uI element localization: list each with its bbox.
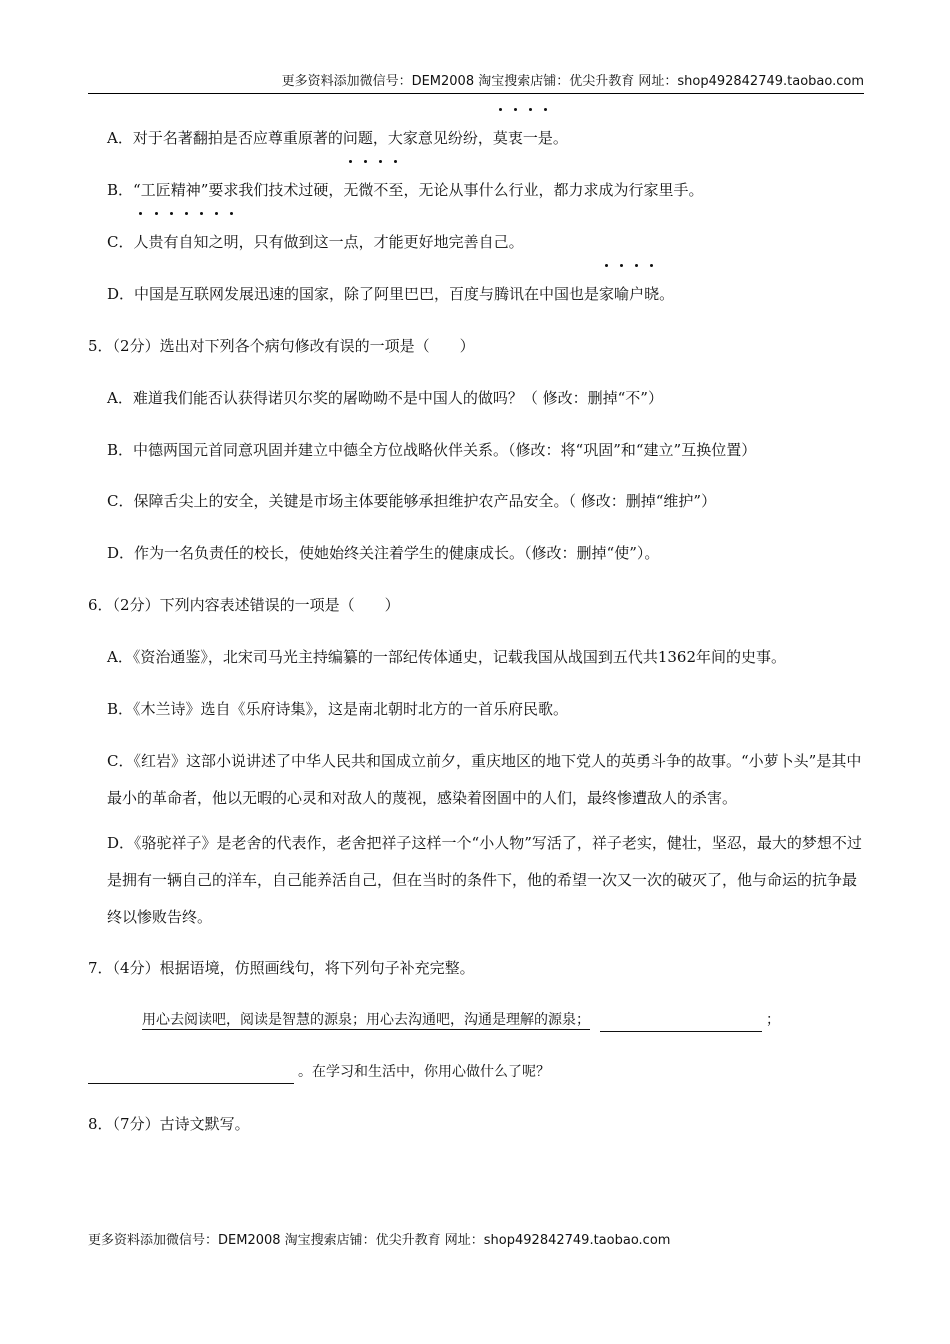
- q7-underlined-sentence: 用心去阅读吧，阅读是智慧的源泉；用心去沟通吧，沟通是理解的源泉；: [142, 1012, 590, 1028]
- emphasis-char: 无: [343, 164, 358, 216]
- q4-option-c: [88, 216, 864, 268]
- answer-blank-2[interactable]: [88, 1063, 294, 1084]
- emphasis-char: 至: [388, 164, 403, 216]
- q4-a-text: A．对于名著翻拍是否应尊重原著的问题，大家意见纷纷，: [107, 129, 493, 147]
- q4-b-end: ，无论从事什么行业，都力求成为行家里手。: [403, 181, 704, 199]
- q7-example: [88, 994, 864, 1046]
- q4-c-end: ，只有做到这一点，才能更好地完善自己。: [238, 233, 524, 251]
- emphasis-char: 衷: [508, 112, 523, 164]
- emphasis-char: 知: [194, 216, 209, 268]
- q7-semicolon: ；: [766, 1012, 780, 1028]
- emphasis-char: 家: [599, 268, 614, 320]
- emphasis-char: 户: [629, 268, 644, 320]
- q6-option-c: C．《红岩》这部小说讲述了中华人民共和国成立前夕，重庆地区的地下党人的英勇斗争的故事。“小萝卜头”是其中最小的革命者，他以无暇的心灵和对敌人的蔑视，感染着囹圄中的人们，最终惨遭敌人的杀害。: [107, 752, 862, 807]
- emphasis-char: 是: [538, 112, 553, 164]
- q4-d-text: D．中国是互联网发展迅速的国家，除了阿里巴巴，百度与腾讯在中国也是: [107, 285, 600, 303]
- q4-option-a: [88, 112, 864, 164]
- q4-d-end: 。: [659, 285, 675, 303]
- q5-option-a: A．难道我们能否认获得诺贝尔奖的屠呦呦不是中国人的做吗？（ 修改：删掉“不”）: [107, 389, 663, 407]
- emphasis-char: 自: [179, 216, 194, 268]
- emphasis-char: 之: [209, 216, 224, 268]
- emphasis-char: 贵: [149, 216, 164, 268]
- q6-option-a: A．《资治通鉴》，北宋司马光主持编纂的一部纪传体通史，记载我国从战国到五代共1362年间的史事。: [107, 648, 787, 666]
- emphasis-char: 晓: [644, 268, 659, 320]
- emphasis-char: 有: [164, 216, 179, 268]
- q6-option-b: B．《木兰诗》选自《乐府诗集》，这是南北朝时北方的一首乐府民歌。: [107, 700, 569, 718]
- page-header: 更多资料添加微信号：DEM2008 淘宝搜索店铺：优尖升教育 网址：shop492842749.taobao.com: [88, 70, 864, 94]
- q6-option-d: D．《骆驼祥子》是老舍的代表作，老舍把祥子这样一个“小人物”写活了，祥子老实，健壮，坚忍，最大的梦想不过是拥有一辆自己的洋车，自己能养活自己，但在当时的条件下，他的希望一次又一次的破灭了，他与命运的抗争最终以惨败告终。: [107, 834, 862, 926]
- emphasis-char: 微: [358, 164, 373, 216]
- emphasis-char: 人: [133, 216, 148, 268]
- answer-blank-1[interactable]: [600, 1011, 762, 1032]
- emphasis-char: 不: [373, 164, 388, 216]
- q7-tail-text: 。在学习和生活中，你用心做什么了呢？: [298, 1064, 550, 1080]
- q4-a-end: 。: [552, 129, 568, 147]
- q7-stem: 7．（4分）根据语境，仿照画线句，将下列句子补充完整。: [88, 959, 475, 977]
- page-content: [88, 112, 864, 1150]
- page-footer: 更多资料添加微信号：DEM2008 淘宝搜索店铺：优尖升教育 网址：shop492842749.taobao.com: [88, 1233, 671, 1248]
- q7-continuation: [88, 1046, 864, 1098]
- emphasis-char: 喻: [614, 268, 629, 320]
- q5-option-b: B．中德两国元首同意巩固并建立中德全方位战略伙伴关系。（修改：将“巩固”和“建立”互换位置）: [107, 441, 757, 459]
- q5-option-c: C．保障舌尖上的安全，关键是市场主体要能够承担维护农产品安全。（ 修改：删掉“维护”）: [107, 492, 717, 510]
- emphasis-char: 莫: [493, 112, 508, 164]
- q6-stem: 6．（2分）下列内容表述错误的一项是（ ）: [88, 596, 400, 614]
- q4-b-text: B．“工匠精神”要求我们技术过硬，: [107, 181, 344, 199]
- q4-option-d: [88, 268, 864, 320]
- q5-option-d: D．作为一名负责任的校长，使她始终关注着学生的健康成长。（修改：删掉“使”）。: [107, 544, 660, 562]
- q5-stem: 5．（2分）选出对下列各个病句修改有误的一项是（ ）: [88, 337, 475, 355]
- emphasis-char: 明: [224, 216, 239, 268]
- emphasis-char: 一: [523, 112, 538, 164]
- q4-c-text: C．: [107, 233, 134, 251]
- q8-stem: 8．（7分）古诗文默写。: [88, 1115, 250, 1133]
- q4-option-b: [88, 164, 864, 216]
